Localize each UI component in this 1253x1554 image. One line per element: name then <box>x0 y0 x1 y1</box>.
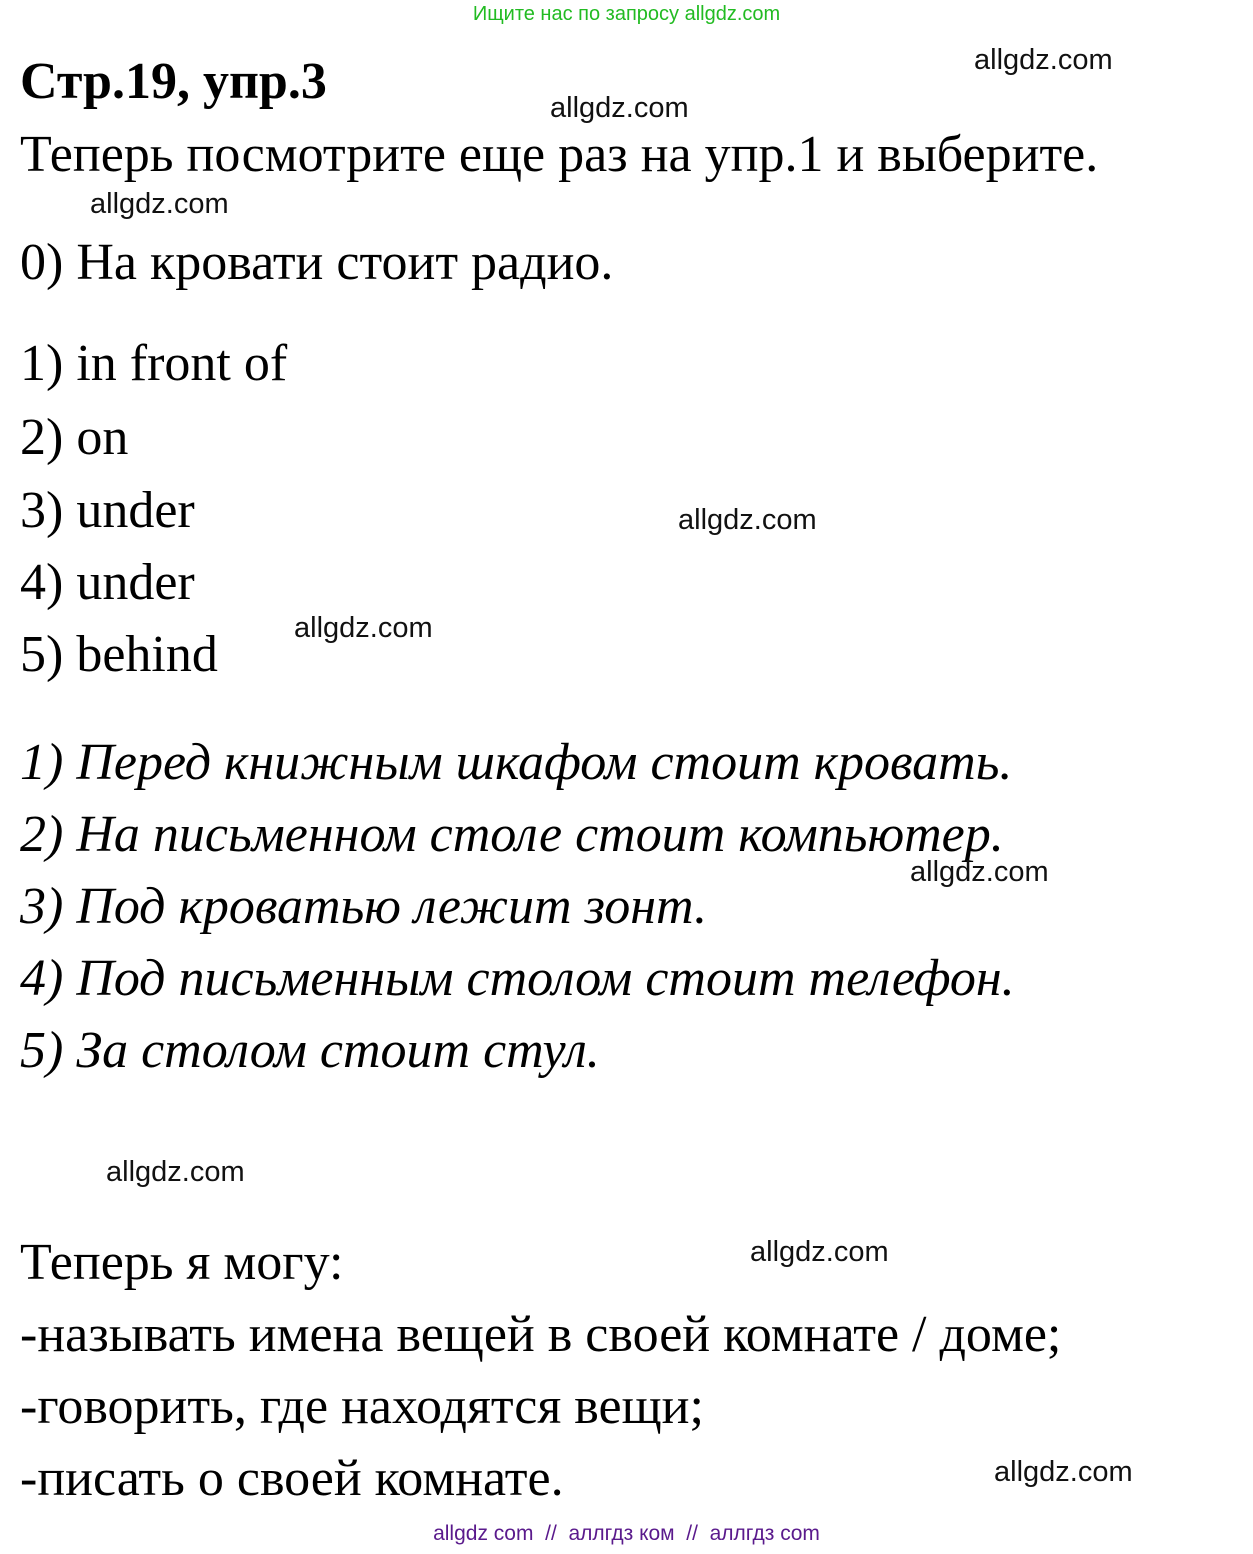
exercise-title: Стр.19, упр.3 <box>20 53 327 110</box>
example-line: 0) На кровати стоит радио. <box>20 234 614 291</box>
watermark: allgdz.com <box>974 44 1113 76</box>
translation-item: 5) За столом стоит стул. <box>20 1022 600 1079</box>
watermark: allgdz.com <box>750 1236 889 1268</box>
translation-item: 3) Под кроватью лежит зонт. <box>20 878 708 935</box>
watermark: allgdz.com <box>678 504 817 536</box>
answer-item: 1) in front of <box>20 335 288 392</box>
footer-links: allgdz com // аллгдз ком // аллгдз com <box>433 1522 820 1545</box>
watermark: allgdz.com <box>910 856 1049 888</box>
summary-heading: Теперь я могу: <box>20 1234 344 1291</box>
watermark: allgdz.com <box>106 1156 245 1188</box>
translation-item: 1) Перед книжным шкафом стоит кровать. <box>20 734 1013 791</box>
translation-item: 2) На письменном столе стоит компьютер. <box>20 806 1004 863</box>
answer-item: 5) behind <box>20 626 218 683</box>
watermark: allgdz.com <box>294 612 433 644</box>
summary-item: -называть имена вещей в своей комнате / доме; <box>20 1306 1062 1363</box>
summary-item: -писать о своей комнате. <box>20 1450 564 1507</box>
answer-item: 4) under <box>20 554 195 611</box>
instruction-text: Теперь посмотрите еще раз на упр.1 и выберите. <box>20 126 1099 183</box>
summary-item: -говорить, где находятся вещи; <box>20 1378 704 1435</box>
watermark: allgdz.com <box>994 1456 1133 1488</box>
top-banner: Ищите нас по запросу allgdz.com <box>472 3 781 25</box>
answer-item: 2) on <box>20 409 129 466</box>
watermark: allgdz.com <box>90 188 229 220</box>
answer-item: 3) under <box>20 482 195 539</box>
translation-item: 4) Под письменным столом стоит телефон. <box>20 950 1015 1007</box>
watermark: allgdz.com <box>550 92 689 124</box>
